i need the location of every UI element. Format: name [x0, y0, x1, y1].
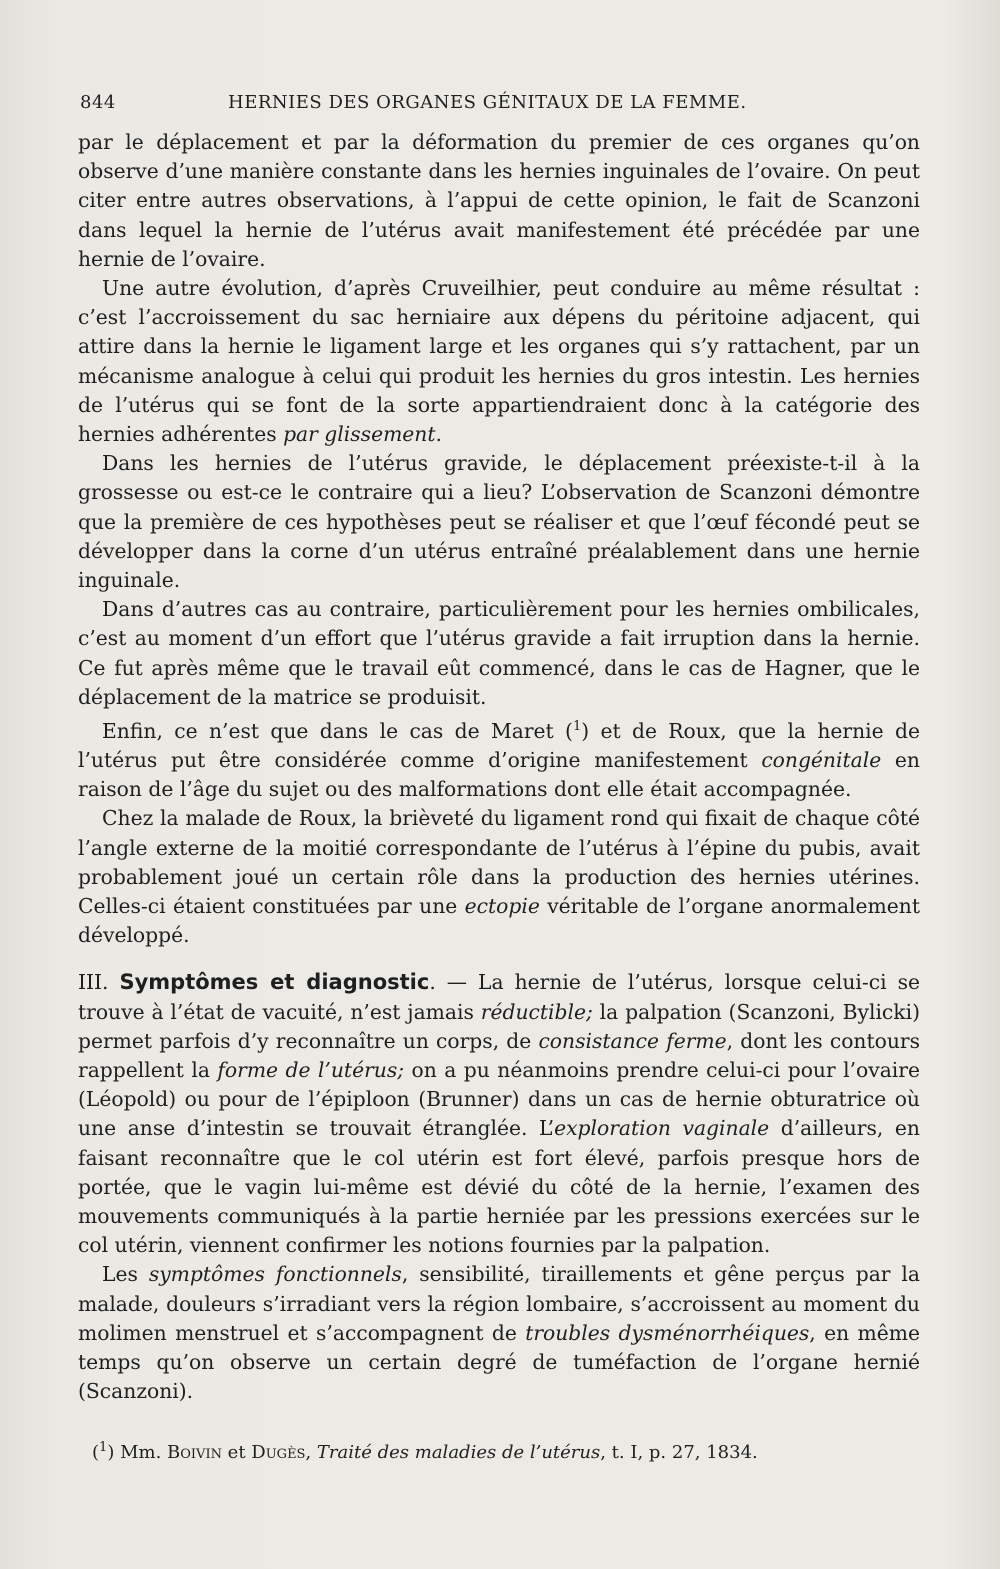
italic-text: exploration vaginale [554, 1116, 770, 1141]
italic-text: ectopie [464, 894, 540, 919]
running-title: HERNIES DES ORGANES GÉNITAUX DE LA FEMME. [228, 92, 747, 113]
text-run: Les [102, 1262, 149, 1287]
paragraph [78, 274, 920, 449]
text-run: . — La hernie de l’utérus, lorsque celui-ci se trouve à l’état de vacuité, n’est jamais [78, 970, 920, 1024]
text-run: III. [78, 970, 120, 995]
text-run: Chez la malade de Roux, la brièveté du ligament rond qui fixait de chaque côté l’angle externe de la moitié correspondante de l’utérus à l’épine du pubis, avait probablement joué un certain rôle dans la production des hernies utérines. Celles-ci étaient constituées par une [78, 806, 920, 919]
paragraph [78, 712, 920, 804]
italic-text: Traité des maladies de l’utérus [316, 1442, 601, 1463]
footnote [92, 1436, 872, 1465]
author-name: Dugès [251, 1442, 306, 1463]
italic-text: symptômes fonctionnels [148, 1262, 402, 1287]
italic-text: congénitale [761, 748, 882, 773]
page-number: 844 [80, 92, 116, 113]
italic-text: troubles dysménorrhéiques [525, 1320, 810, 1345]
text-run: on a pu néanmoins prendre celui-ci pour l’ovaire (Léopold) ou pour de l’épiploon (Brunner) dans un cas de hernie obturatrice où une anse d’intestin se trouvait étranglée. L’ [78, 1058, 920, 1141]
paragraph [78, 804, 920, 950]
paragraph [78, 1260, 920, 1406]
footnote-text [120, 1442, 758, 1463]
text-run: par le déplacement et par la déformation du premier de ces organes qu’on observe d’une manière constante dans les hernies inguinales de l’ovaire. On peut citer entre autres observations, à l’appui de cette opinion, le fait de Scanzoni dans lequel la hernie de l’utérus avait manifestement été précédée par une hernie de l’ovaire. [78, 130, 920, 271]
italic-text: par glissement [283, 422, 436, 447]
text-run: Une autre évolution, d’après Cruveilhier, peut conduire au même résultat : c’est l’accroissement du sac herniaire aux dépens du péritoine adjacent, qui attire dans la hernie le ligament large et les organes qui s’y rattachent, par un mécanisme analogue à celui qui produit les hernies du gros intestin. Les hernies de l’utérus qui se font de la sorte appartiendraient donc à la catégorie des hernies adhérentes [78, 276, 920, 447]
text-run: Dans les hernies de l’utérus gravide, le déplacement préexiste-t-il à la grossesse ou est-ce le contraire qui a lieu? L’observation de Scanzoni démontre que la première de ces hypothèses peut se réaliser et que l’œuf fécondé peut se développer dans la corne d’un utérus entraîné préalablement dans une hernie inguinale. [78, 451, 920, 593]
author-name: Boivin [167, 1442, 222, 1463]
text-run: Enfin, ce n’est que dans le cas de Maret ( [102, 718, 573, 743]
italic-text: réductible; [480, 999, 593, 1024]
paragraph [78, 595, 920, 712]
footnote-ref: 1 [572, 719, 582, 735]
body-text [78, 128, 920, 1407]
text-run: ) et de Roux, que la hernie de l’utérus put être considérée comme d’origine manifestement [78, 718, 920, 773]
text-run: . [435, 422, 442, 447]
text-run: Mm. [120, 1442, 168, 1463]
section-heading: Symptômes et diagnostic [119, 970, 430, 995]
paragraph [78, 128, 920, 274]
text-run: en raison de l’âge du sujet ou des malformations dont elle était accompagnée. [78, 748, 920, 802]
text-run: Dans d’autres cas au contraire, particulièrement pour les hernies ombilicales, c’est au moment d’un effort que l’utérus gravide a fait irruption dans la hernie. Ce fut après même que le travail eût commencé, dans le cas de Hagner, que le déplacement de la matrice se produisit. [78, 597, 920, 709]
text-run: d’ailleurs, en faisant reconnaître que le col utérin est fort élevé, parfois presque hors de portée, que le vagin lui-même est dévié du côté de la hernie, l’examen des mouvements communiqués à la partie herniée par les pressions exercées sur le col utérin, viennent confirmer les notions fournies par la palpation. [78, 1116, 920, 1258]
text-run: véritable de l’organe anormalement développé. [78, 894, 920, 948]
text-run: , [305, 1442, 317, 1463]
section-paragraph [78, 968, 920, 1260]
paragraph [78, 449, 920, 595]
text-run: , dont les contours rappellent la [78, 1028, 921, 1083]
italic-text: forme de l’utérus; [217, 1058, 405, 1083]
text-run: , sensibilité, tiraillements et gêne perçus par la malade, douleurs s’irradiant vers la région lombaire, s’accroissent au moment du molimen menstruel et s’accompagnent de [78, 1262, 921, 1345]
text-run: la palpation (Scanzoni, Bylicki) permet parfois d’y reconnaître un corps, de [78, 999, 920, 1053]
text-run: , t. I, p. 27, 1834. [600, 1442, 758, 1463]
italic-text: consistance ferme [538, 1028, 727, 1053]
footnote-marker: ($^1$) [92, 1440, 115, 1463]
text-run: et [221, 1442, 252, 1463]
text-run: , en même temps qu’on observe un certain degré de tuméfaction de l’organe hernié (Scanzoni). [78, 1320, 920, 1404]
